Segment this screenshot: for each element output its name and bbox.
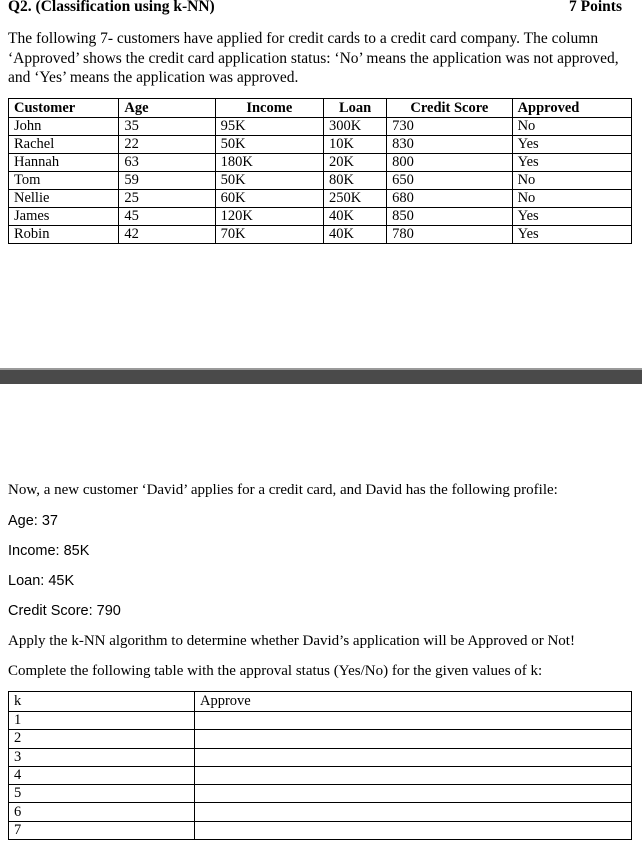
table-row <box>9 172 632 190</box>
table-cell: Tom <box>9 172 119 190</box>
table-cell: 60K <box>215 190 323 208</box>
k-value-cell: 1 <box>9 712 195 730</box>
table-cell: Robin <box>9 226 119 244</box>
table-cell: 830 <box>387 136 512 154</box>
table-cell: Yes <box>512 136 631 154</box>
question-section <box>0 0 642 368</box>
customers-table-body <box>9 118 632 244</box>
k-table-header-k: k <box>9 692 195 712</box>
profile-credit-score: Credit Score: 790 <box>8 603 121 619</box>
k-table-row <box>9 712 632 730</box>
k-table-row <box>9 766 632 784</box>
k-value-cell: 2 <box>9 730 195 748</box>
table-cell: James <box>9 208 119 226</box>
approve-answer-cell[interactable] <box>195 785 632 803</box>
table-cell: 45 <box>119 208 215 226</box>
table-cell: 42 <box>119 226 215 244</box>
table-cell: 59 <box>119 172 215 190</box>
customers-table <box>8 98 632 244</box>
profile-income: Income: 85K <box>8 543 90 559</box>
table-header-approved: Approved <box>512 99 631 118</box>
approve-answer-cell[interactable] <box>195 821 632 839</box>
table-cell: 22 <box>119 136 215 154</box>
table-cell: 35 <box>119 118 215 136</box>
approve-answer-cell[interactable] <box>195 748 632 766</box>
instruction-line-2: Complete the following table with the approval status (Yes/No) for the given values of k: <box>8 663 543 679</box>
table-cell: 50K <box>215 172 323 190</box>
table-header-age: Age <box>119 99 215 118</box>
table-cell: 25 <box>119 190 215 208</box>
k-value-cell: 6 <box>9 803 195 821</box>
table-cell: 730 <box>387 118 512 136</box>
k-value-cell: 5 <box>9 785 195 803</box>
profile-age: Age: 37 <box>8 513 58 529</box>
table-cell: 63 <box>119 154 215 172</box>
new-customer-intro: Now, a new customer ‘David’ applies for a credit card, and David has the following profile: <box>8 482 558 498</box>
table-cell: 40K <box>323 208 386 226</box>
question-title: Q2. (Classification using k-NN) <box>8 0 215 15</box>
table-cell: No <box>512 118 631 136</box>
table-cell: Yes <box>512 226 631 244</box>
k-values-table <box>8 691 632 840</box>
table-cell: 180K <box>215 154 323 172</box>
k-table-row <box>9 730 632 748</box>
table-cell: 850 <box>387 208 512 226</box>
table-cell: 120K <box>215 208 323 226</box>
approve-answer-cell[interactable] <box>195 803 632 821</box>
table-cell: John <box>9 118 119 136</box>
table-cell: 40K <box>323 226 386 244</box>
table-cell: 250K <box>323 190 386 208</box>
table-cell: 10K <box>323 136 386 154</box>
table-header-income: Income <box>215 99 323 118</box>
approve-answer-cell[interactable] <box>195 766 632 784</box>
k-table-row <box>9 803 632 821</box>
table-row <box>9 136 632 154</box>
table-cell: Rachel <box>9 136 119 154</box>
table-cell: 70K <box>215 226 323 244</box>
table-cell: 650 <box>387 172 512 190</box>
table-header-loan: Loan <box>323 99 386 118</box>
table-row <box>9 208 632 226</box>
question-points: 7 Points <box>569 0 622 15</box>
approve-answer-cell[interactable] <box>195 712 632 730</box>
approve-answer-cell[interactable] <box>195 730 632 748</box>
table-cell: Nellie <box>9 190 119 208</box>
table-cell: No <box>512 172 631 190</box>
table-cell: 800 <box>387 154 512 172</box>
table-row <box>9 226 632 244</box>
question-intro-text: The following 7- customers have applied for credit cards to a credit card company. The column ‘Approved’ shows the credit card application status: ‘No’ means the application was not approved, and ‘Yes’ means the application was approved. <box>8 30 619 86</box>
table-cell: 80K <box>323 172 386 190</box>
table-cell: Hannah <box>9 154 119 172</box>
table-cell: No <box>512 190 631 208</box>
k-table-row <box>9 821 632 839</box>
table-header-credit-score: Credit Score <box>387 99 512 118</box>
table-row <box>9 154 632 172</box>
profile-loan: Loan: 45K <box>8 573 75 589</box>
table-cell: 680 <box>387 190 512 208</box>
question-intro <box>8 29 636 88</box>
k-table-row <box>9 785 632 803</box>
k-value-cell: 4 <box>9 766 195 784</box>
table-cell: 95K <box>215 118 323 136</box>
table-cell: Yes <box>512 154 631 172</box>
k-table-header-approve: Approve <box>195 692 632 712</box>
table-header-customer: Customer <box>9 99 119 118</box>
table-header-row <box>9 99 632 118</box>
table-row <box>9 118 632 136</box>
k-table-row <box>9 748 632 766</box>
instruction-line-1: Apply the k-NN algorithm to determine whether David’s application will be Approved or Not! <box>8 633 575 649</box>
table-cell: 20K <box>323 154 386 172</box>
table-cell: Yes <box>512 208 631 226</box>
table-cell: 50K <box>215 136 323 154</box>
new-customer-section <box>0 382 642 860</box>
table-cell: 780 <box>387 226 512 244</box>
table-cell: 300K <box>323 118 386 136</box>
k-value-cell: 7 <box>9 821 195 839</box>
table-row <box>9 190 632 208</box>
k-table-body <box>9 712 632 840</box>
k-table-header-row <box>9 692 632 712</box>
k-value-cell: 3 <box>9 748 195 766</box>
